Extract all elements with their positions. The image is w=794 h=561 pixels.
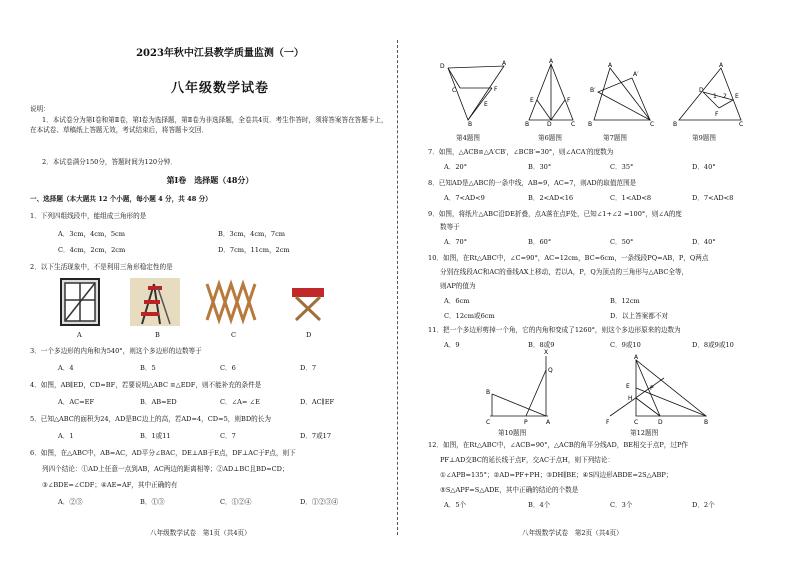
figure-12-diagram xyxy=(606,354,710,426)
q2-stem: 2．以下生活现象中，不是利用三角形稳定性的是 xyxy=(30,263,173,271)
svg-text:P: P xyxy=(524,419,528,426)
svg-text:E: E xyxy=(484,101,488,108)
svg-text:C: C xyxy=(571,121,576,128)
q5-stem: 5．已知△ABC的面积为24，AD是BC边上的高，若AD=4，CD=5，则BD的长为 xyxy=(30,415,271,423)
right-footer: 八年级数学试卷 第2页（共4页） xyxy=(522,529,623,537)
figure-7-diagram xyxy=(588,62,658,126)
q10-option-d: D．以上答案都不对 xyxy=(610,312,669,320)
q12-option-b: B．4个 xyxy=(528,501,551,509)
left-footer: 八年级数学试卷 第1页（共4页） xyxy=(150,529,251,537)
note-1: 1．本试卷分为第Ⅰ卷和第Ⅱ卷，第Ⅰ卷为选择题，第Ⅱ卷为非选择题，全卷共4页．考生作答时，须将答案答在答题卡上，在本试卷、草稿纸上答题无效，考试结束后，将答题卡交回． xyxy=(30,116,388,134)
q2-option-c: C xyxy=(231,331,237,339)
q4-stem: 4．如图，AB∥ED，CD=BF，若要说明△ABC ≌△EDF，则不能补充的条件是 xyxy=(30,381,262,389)
q3-option-c: C．6 xyxy=(220,364,236,372)
fig4-caption: 第4题图 xyxy=(456,134,480,142)
q6-stem-line1: 6．如图，在△ABC中，AB=AC，AD平分∠BAC，DE⊥AB于E点，DF⊥AC于F点，则下 xyxy=(30,449,296,457)
exam-title: 2023年秋中江县教学质量监测（一） xyxy=(136,48,304,59)
part-heading: 一、选择题（本大题共 12 个小题，每小题 4 分，共 48 分） xyxy=(30,195,212,203)
svg-text:A: A xyxy=(634,354,639,361)
svg-text:2: 2 xyxy=(723,93,727,100)
q12-stem-line3: ①∠APB=135°；②AD=PF+PH；③DH∥BE；④S四边形ABDE=2S△ABP； xyxy=(440,471,673,479)
q5-option-d: D．7或17 xyxy=(300,432,332,440)
q12-stem-line2: PF⊥AD交BC的延长线于点F，交AC于点H，则下列结论： xyxy=(440,456,615,464)
q6-option-b: B．①③ xyxy=(140,498,165,506)
q12-stem-line1: 12．如图，在Rt△ABC中，∠ACB=90°，△ACB的角平分线AD，BE相交于点P，过P作 xyxy=(428,441,689,449)
q9-option-c: C．50° xyxy=(610,238,634,246)
q8-option-b: B．2<AD<16 xyxy=(528,194,574,202)
q11-option-c: C．9或10 xyxy=(610,341,641,349)
q7-stem: 7．如图，△ACB≌△A′CB′，∠BCB′=30°，则∠ACA′的度数为 xyxy=(428,148,614,156)
q5-option-a: A．1 xyxy=(58,432,74,440)
q2-option-b: B xyxy=(155,331,160,339)
q8-stem: 8．已知AD是△ABC的一条中线，AB=9，AC=7，则AD的取值范围是 xyxy=(428,179,637,187)
folding-stool-image xyxy=(288,282,328,322)
q1-option-a: A．3cm，4cm，5cm xyxy=(58,230,125,238)
fig6-caption: 第6题图 xyxy=(538,134,562,142)
q8-option-d: D．7<AD<8 xyxy=(692,194,734,202)
fig10-caption: 第10题图 xyxy=(498,429,527,437)
fig9-caption: 第9题图 xyxy=(692,134,716,142)
q10-option-a: A．6cm xyxy=(444,297,470,305)
q11-stem: 11．把一个多边形剪掉一个角，它的内角和变成了1260°，则这个多边形原来的边数为 xyxy=(428,326,681,334)
note-2: 2．本试卷满分150分，答题时间为120分钟． xyxy=(42,158,177,166)
q11-option-a: A．9 xyxy=(444,341,460,349)
window-image xyxy=(60,278,100,326)
q6-stem-line3: ③∠BDE=∠CDF；④AE=AF，其中正确的有 xyxy=(42,481,178,489)
q1-option-b: B．3cm，4cm，7cm xyxy=(218,230,286,238)
fig12-caption: 第12题图 xyxy=(630,429,659,437)
notes-heading: 说明： xyxy=(30,105,50,113)
step-ladder-image xyxy=(130,278,180,326)
svg-text:C: C xyxy=(739,121,744,128)
svg-text:D: D xyxy=(699,87,704,94)
fig7-caption: 第7题图 xyxy=(603,134,627,142)
q9-stem-line1: 9．如图，将纸片△ABC沿DE折叠，点A落在点F处，已知∠1+∠2 =100°，则∠A的度 xyxy=(428,210,682,218)
svg-text:F: F xyxy=(606,419,610,426)
svg-text:P: P xyxy=(650,385,654,392)
q7-option-c: C．35° xyxy=(610,163,634,171)
figure-4-diagram xyxy=(440,62,510,126)
q11-option-d: D．8或9或10 xyxy=(692,341,734,349)
figure-10-diagram xyxy=(486,349,558,426)
q8-option-a: A．7<AD<9 xyxy=(444,194,485,202)
q5-option-c: C．7 xyxy=(220,432,236,440)
q3-stem: 3．一个多边形的内角和为540°，则这个多边形的边数等于 xyxy=(30,347,202,355)
svg-text:D: D xyxy=(440,63,445,70)
q10-stem-line1: 10．如图，在Rt△ABC中，∠C=90°，AC=12cm，BC=6cm，一条线段PQ=AB，P，Q两点 xyxy=(428,254,709,262)
svg-text:E: E xyxy=(530,97,534,104)
q4-option-c: C．∠A= ∠E xyxy=(220,398,260,406)
svg-text:F: F xyxy=(494,86,498,93)
svg-text:H: H xyxy=(628,395,633,402)
svg-text:Q: Q xyxy=(548,367,553,374)
svg-text:B: B xyxy=(525,121,530,128)
q9-option-d: D．40° xyxy=(692,238,716,246)
svg-text:F: F xyxy=(715,111,719,118)
q3-option-a: A．4 xyxy=(58,364,74,372)
q10-stem-line2: 分别在线段AC和AC的垂线AX上移动，若以A，P，Q为顶点的三角形与△ABC全等， xyxy=(440,268,689,276)
q7-option-b: B．30° xyxy=(528,163,552,171)
page-divider xyxy=(397,40,398,535)
svg-text:C: C xyxy=(452,87,457,94)
svg-text:B: B xyxy=(486,389,491,396)
svg-text:A′: A′ xyxy=(633,71,639,78)
svg-text:C: C xyxy=(486,419,491,426)
svg-text:E: E xyxy=(626,383,630,390)
figure-9-diagram xyxy=(673,62,748,126)
svg-text:D: D xyxy=(547,121,552,128)
q1-stem: 1．下列四组线段中，能组成三角形的是 xyxy=(30,212,147,220)
q12-option-d: D．2个 xyxy=(692,501,715,509)
q4-option-d: D．AC∥EF xyxy=(300,398,335,406)
q6-option-c: C．①②④ xyxy=(220,498,252,506)
q6-option-a: A．②③ xyxy=(58,498,83,506)
svg-text:X: X xyxy=(544,349,549,356)
svg-text:A: A xyxy=(608,62,613,69)
svg-text:B′: B′ xyxy=(590,87,596,94)
svg-text:F: F xyxy=(567,97,571,104)
svg-text:A: A xyxy=(719,62,724,69)
svg-text:C: C xyxy=(634,419,639,426)
svg-text:A: A xyxy=(549,58,554,65)
figure-6-diagram xyxy=(525,60,577,126)
svg-text:B: B xyxy=(468,121,473,128)
q8-option-c: C．1<AD<8 xyxy=(610,194,652,202)
q2-option-a: A xyxy=(77,331,82,339)
lattice-fence-image xyxy=(205,282,255,322)
svg-text:E: E xyxy=(735,93,739,100)
q10-option-c: C．12cm或6cm xyxy=(444,312,495,320)
q9-stem-line2: 数等于 xyxy=(440,223,460,231)
q3-option-b: B．5 xyxy=(140,364,156,372)
svg-text:A: A xyxy=(502,60,507,67)
q9-option-a: A．70° xyxy=(444,238,468,246)
svg-text:C: C xyxy=(650,121,655,128)
q2-option-d: D xyxy=(306,331,312,339)
q5-option-b: B．1或11 xyxy=(140,432,171,440)
q7-option-d: D．40° xyxy=(692,163,716,171)
svg-text:1: 1 xyxy=(713,93,717,100)
right-page xyxy=(400,0,794,561)
q10-option-b: B．12cm xyxy=(610,297,640,305)
q12-option-a: A．5个 xyxy=(444,501,467,509)
svg-text:D: D xyxy=(658,419,663,426)
q4-option-a: A．AC=EF xyxy=(58,398,95,406)
q11-option-b: B．8或9 xyxy=(528,341,555,349)
svg-text:A: A xyxy=(546,419,551,426)
q7-option-a: A．20° xyxy=(444,163,468,171)
svg-text:B: B xyxy=(673,121,678,128)
q12-stem-line4: ⑤S△APF=S△ADE，其中正确的结论的个数是 xyxy=(440,486,579,494)
q10-stem-line3: 则AP的值为 xyxy=(440,282,476,290)
q6-stem-line2: 列四个结论：①AD上任意一点到AB，AC两边的距离相等；②AD⊥BC且BD=CD； xyxy=(42,465,289,473)
q6-option-d: D．①②③④ xyxy=(300,498,339,506)
svg-text:B: B xyxy=(588,121,593,128)
q12-option-c: C．3个 xyxy=(610,501,633,509)
q3-option-d: D．7 xyxy=(300,364,317,372)
section-title: 第Ⅰ卷 选择题（48分） xyxy=(166,175,254,185)
svg-text:B: B xyxy=(704,419,709,426)
q4-option-b: B．AB=ED xyxy=(140,398,177,406)
q1-option-c: C．4cm，2cm，2cm xyxy=(58,246,126,254)
q9-option-b: B．60° xyxy=(528,238,552,246)
exam-subtitle: 八年级数学试卷 xyxy=(170,81,269,96)
q1-option-d: D．7cm，11cm，2cm xyxy=(218,246,290,254)
